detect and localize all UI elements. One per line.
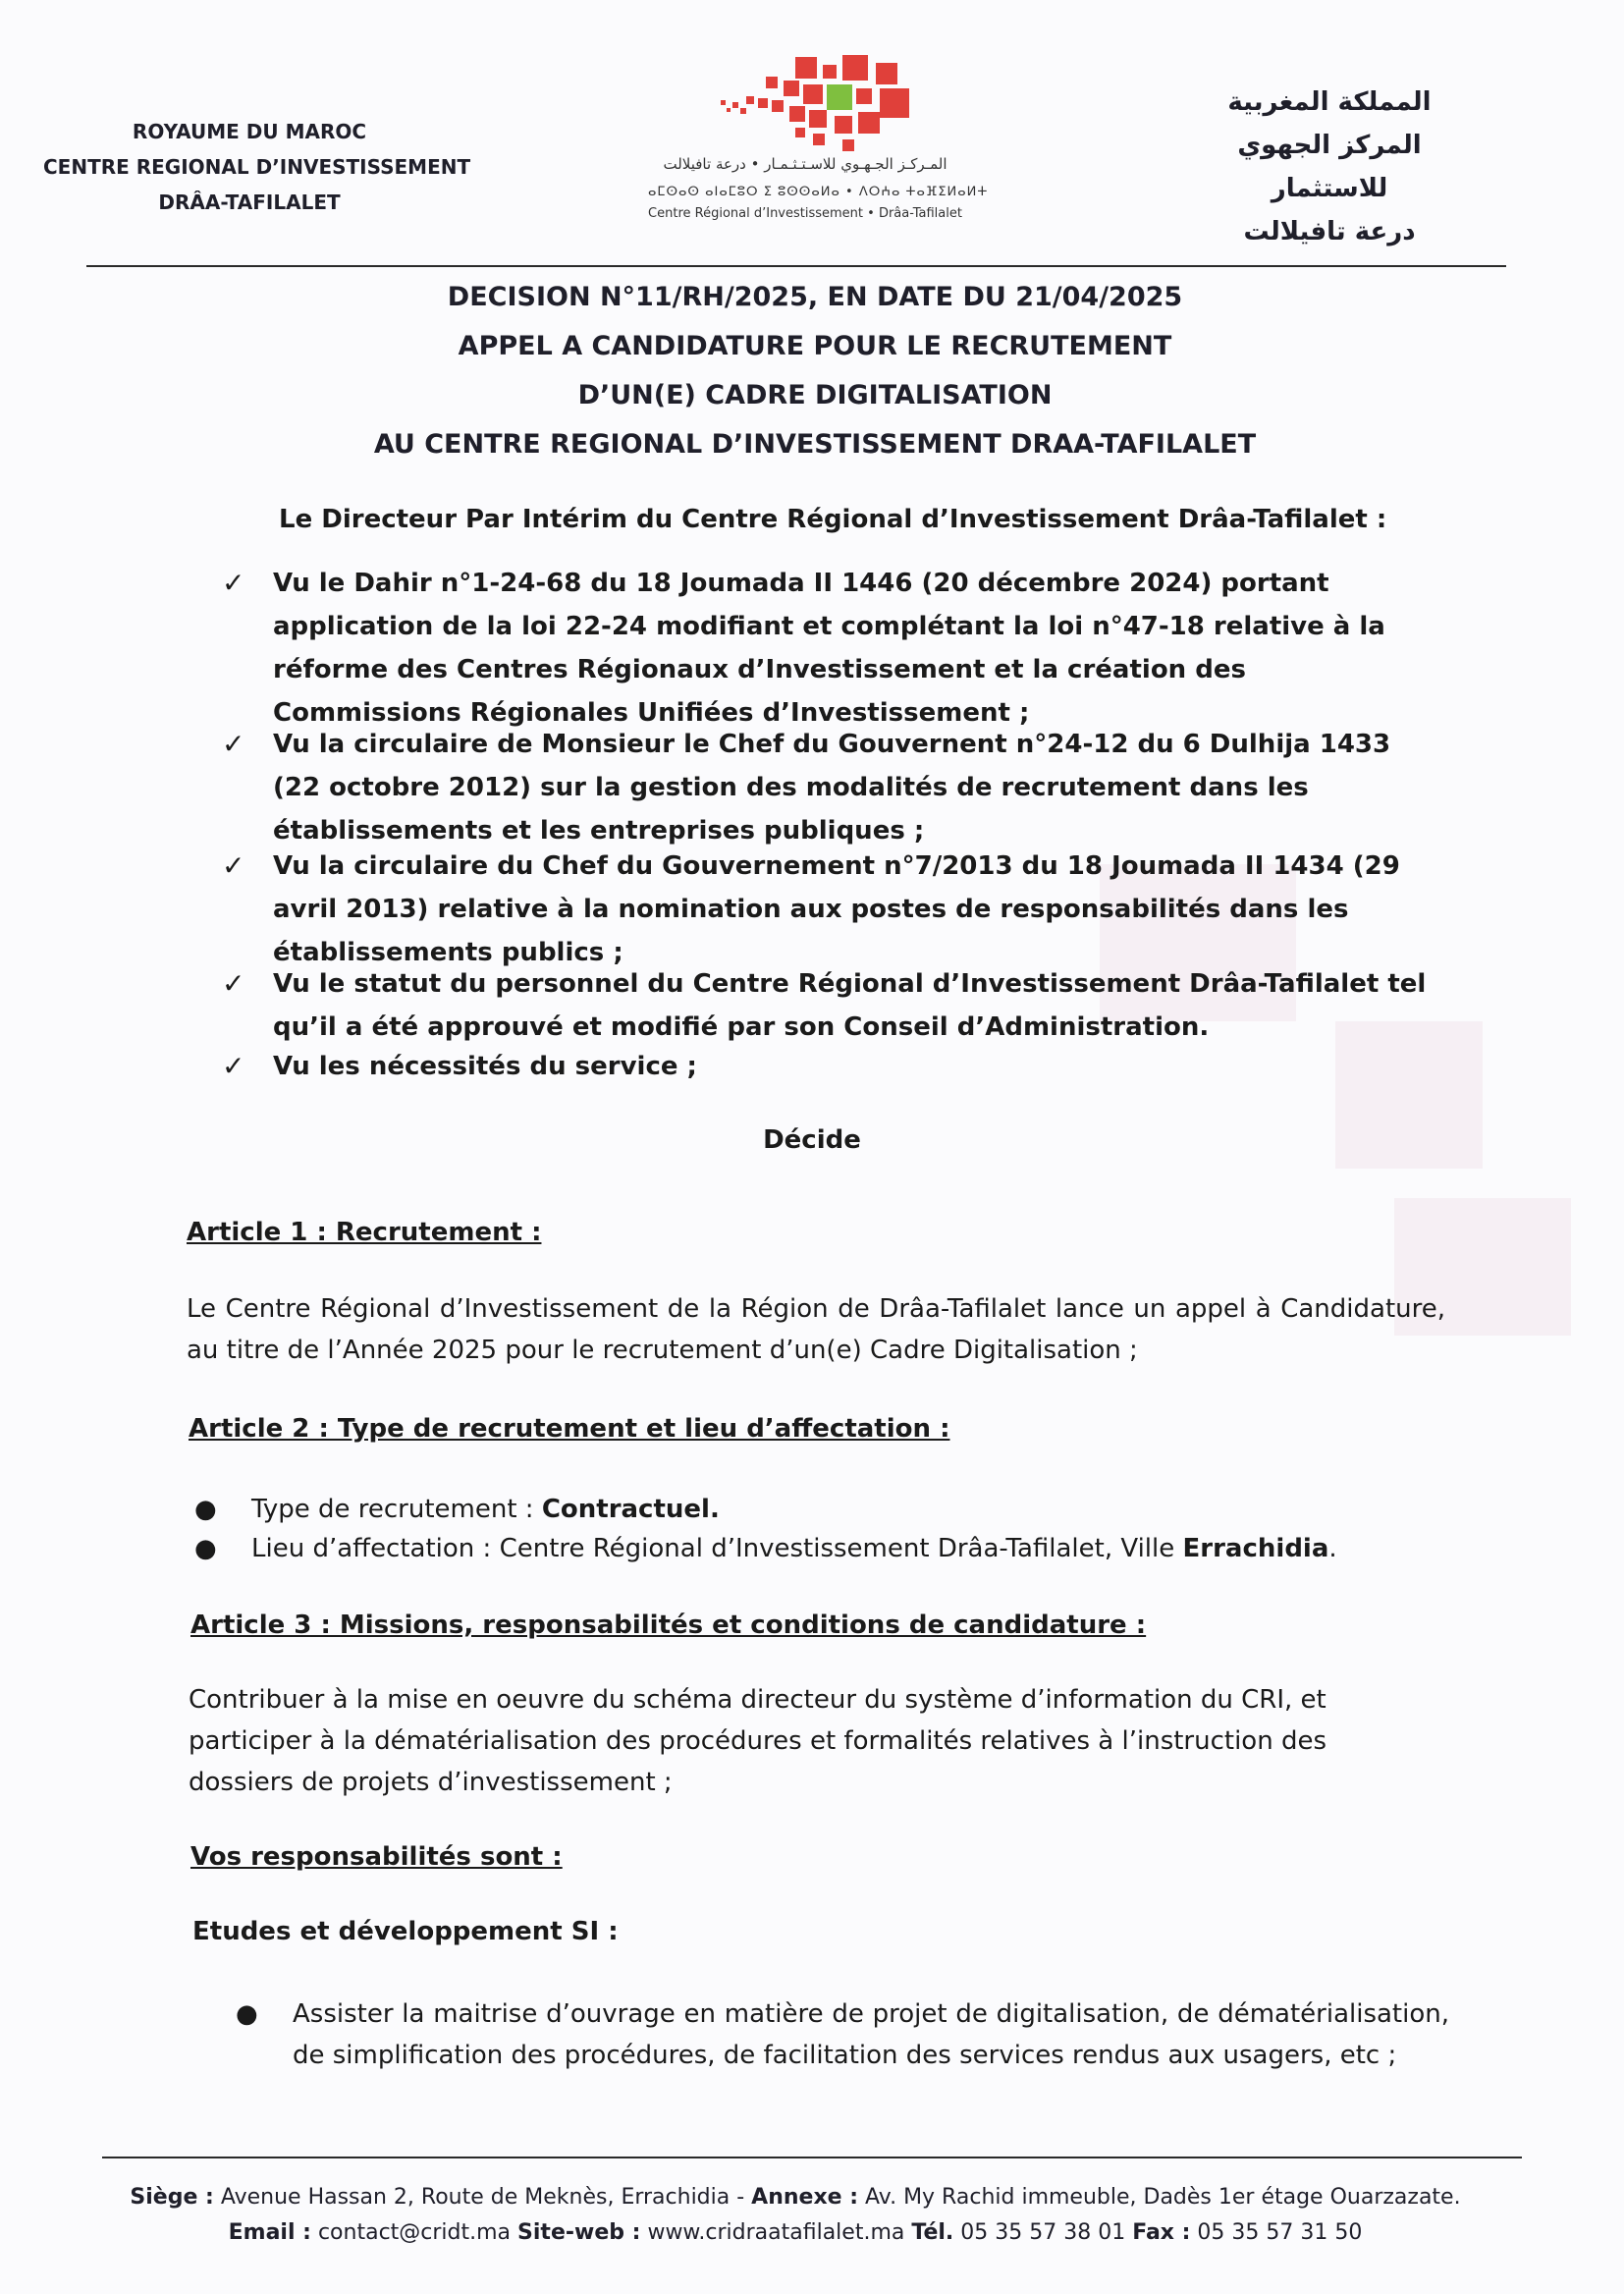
article-2-heading: Article 2 : Type de recrutement et lieu d’affectation : [189, 1414, 950, 1444]
logo-square [856, 88, 872, 104]
logo-square [823, 65, 837, 79]
visa-item [222, 962, 1439, 1049]
article-2-item [194, 1489, 1422, 1530]
item-label: Lieu d’affectation : Centre Régional d’Investissement Drâa-Tafilalet, Ville [251, 1534, 1183, 1563]
header-centre-ar: المركز الجهوي للاستثمار [1237, 131, 1422, 203]
logo-square [858, 112, 880, 134]
bullet-icon: ● [236, 1999, 258, 2029]
director-intro: Le Directeur Par Intérim du Centre Régional d’Investissement Drâa-Tafilalet : [279, 505, 1387, 534]
article-3-heading: Article 3 : Missions, responsabilités et conditions de candidature : [190, 1611, 1147, 1640]
item-suffix: . [1328, 1534, 1337, 1563]
visa-item [222, 1045, 1439, 1088]
logo-square [784, 81, 799, 96]
decision-title [295, 273, 1335, 469]
visa-text: Vu le Dahir n°1-24-68 du 18 Joumada II 1446 (20 décembre 2024) portant application de la loi 22-24 modifiant et complétant la loi n°47-18 relative à la réforme des Centres Régionaux d’Investissement et la création des Commissions Régionales Unifiées d’Investissement ; [273, 569, 1385, 728]
article-3-text: Contribuer à la mise en oeuvre du schéma directeur du système d’information du CRI, et participer à la dématérialisation des procédures et formalités relatives à l’instruction des dossiers de projets d’investissement ; [189, 1685, 1327, 1797]
visa-item [222, 562, 1439, 735]
logo-square [827, 84, 852, 110]
visa-text: Vu les nécessités du service ; [273, 1052, 697, 1081]
logo-square [880, 88, 909, 118]
footer-email-label: Email : [228, 2220, 311, 2245]
logo-square [842, 139, 854, 151]
item-label: Type de recrutement : [251, 1495, 542, 1524]
responsibilities-heading: Vos responsabilités sont : [190, 1842, 563, 1872]
logo-square [758, 98, 768, 108]
logo-square [772, 100, 784, 112]
etudes-heading: Etudes et développement SI : [192, 1917, 619, 1946]
logo-arabic-text: المـركـز الجـهـوي للاسـتـثـمـار • درعة تافيلالت [663, 155, 947, 173]
check-icon: ✓ [222, 849, 245, 882]
logo-square [766, 77, 778, 88]
logo-square [746, 96, 754, 104]
footer-fax-label: Fax : [1132, 2220, 1191, 2245]
footer-site: www.cridraatafilalet.ma [640, 2220, 912, 2245]
logo-square [795, 57, 817, 79]
footer-email: contact@cridt.ma [310, 2220, 518, 2245]
logo-square [721, 100, 726, 105]
logo-mosaic-icon [648, 47, 982, 155]
logo-square [727, 108, 731, 112]
cri-logo [648, 47, 989, 234]
item-value: Errachidia [1182, 1534, 1329, 1563]
logo-square [740, 108, 746, 114]
footer-site-label: Site-web : [517, 2220, 641, 2245]
title-line-4: AU CENTRE REGIONAL D’INVESTISSEMENT DRAA-TAFILALET [373, 429, 1257, 460]
logo-square [842, 55, 868, 81]
check-icon: ✓ [222, 728, 245, 760]
header-right-block [1182, 81, 1477, 253]
logo-square [809, 110, 827, 128]
decide-heading: Décide [763, 1125, 861, 1155]
article-1-text: Le Centre Régional d’Investissement de la Région de Drâa-Tafilalet lance un appel à Candidature, au titre de l’Année 2025 pour le recrutement d’un(e) Cadre Digitalisation ; [187, 1294, 1445, 1365]
bullet-icon: ● [194, 1534, 217, 1563]
footer-tel-label: Tél. [911, 2220, 954, 2245]
logo-tifinagh-text: ⴰⵎⵙⴰⵙ ⴰⵏⴰⵎⵓⵔ ⵉ ⵓⵙⵙⴰⵍⴰ • ⴷⵔⵄⴰ ⵜⴰⴼⵉⵍⴰⵍⵜ [648, 185, 989, 199]
item-value: Contractuel. [541, 1495, 720, 1524]
visa-text: Vu la circulaire de Monsieur le Chef du Gouvernent n°24-12 du 6 Dulhija 1433 (22 octobre 2012) sur la gestion des modalités de recrutement dans les établissements et les entreprises publiques ; [273, 730, 1391, 846]
footer-annexe: Av. My Rachid immeuble, Dadès 1er étage Ouarzazate. [858, 2185, 1461, 2210]
article-2-item [194, 1528, 1422, 1569]
footer-siege: Avenue Hassan 2, Route de Meknès, Errachidia - [213, 2185, 752, 2210]
visa-text: Vu le statut du personnel du Centre Régional d’Investissement Drâa-Tafilalet tel qu’il a été approuvé et modifié par son Conseil d’Administration. [273, 969, 1427, 1042]
header-kingdom: ROYAUME DU MAROC [132, 120, 367, 143]
logo-square [795, 128, 805, 137]
footer-fax: 05 35 57 31 50 [1190, 2220, 1363, 2245]
footer-tel: 05 35 57 38 01 [953, 2220, 1133, 2245]
logo-square [835, 116, 852, 134]
bullet-icon: ● [194, 1495, 217, 1524]
visa-text: Vu la circulaire du Chef du Gouvernement n°7/2013 du 18 Joumada II 1434 (29 avril 2013) relative à la nomination aux postes de responsabilités dans les établissements publics ; [273, 851, 1400, 967]
article-1-heading: Article 1 : Recrutement : [187, 1218, 542, 1247]
footer-siege-label: Siège : [130, 2185, 214, 2210]
footer-annexe-label: Annexe : [751, 2185, 859, 2210]
header-region-ar: درعة تافيلالت [1243, 217, 1416, 246]
logo-square [876, 63, 897, 84]
responsibility-item [236, 1994, 1449, 2076]
title-line-2: APPEL A CANDIDATURE POUR LE RECRUTEMENT [458, 331, 1172, 361]
visa-item [222, 845, 1439, 974]
check-icon: ✓ [222, 967, 245, 1000]
visa-item [222, 723, 1439, 852]
header-region: DRÂA-TAFILALET [158, 191, 341, 214]
logo-square [803, 84, 823, 104]
header-centre: CENTRE REGIONAL D’INVESTISSEMENT [43, 155, 471, 179]
footer-contact [98, 2180, 1492, 2251]
header-kingdom-ar: المملكة المغربية [1227, 87, 1432, 117]
header-divider [86, 265, 1506, 267]
check-icon: ✓ [222, 567, 245, 599]
header-left-block [43, 114, 471, 220]
footer-divider [102, 2157, 1522, 2158]
logo-square [813, 134, 825, 145]
responsibility-text: Assister la maitrise d’ouvrage en matière de projet de digitalisation, de dématérialisation, de simplification des procédures, de facilitation des services rendus aux usagers, etc ; [293, 1999, 1449, 2070]
logo-french-text: Centre Régional d’Investissement • Drâa-Tafilalet [648, 206, 962, 221]
check-icon: ✓ [222, 1050, 245, 1082]
title-line-3: D’UN(E) CADRE DIGITALISATION [577, 380, 1053, 410]
logo-square [789, 106, 805, 122]
logo-square [732, 102, 738, 108]
title-line-1: DECISION N°11/RH/2025, EN DATE DU 21/04/2025 [447, 282, 1183, 312]
